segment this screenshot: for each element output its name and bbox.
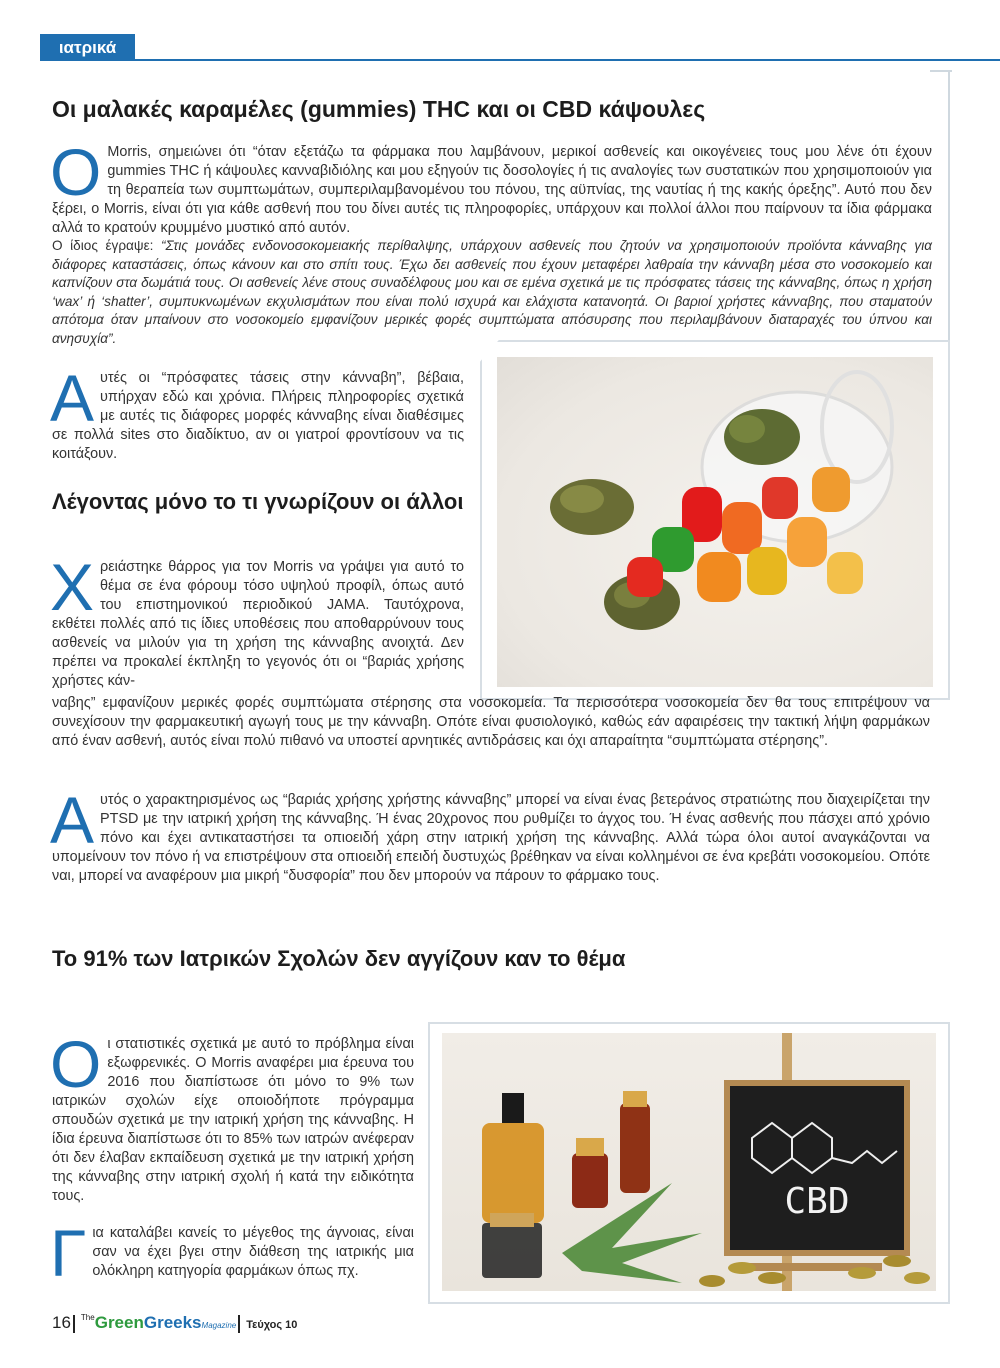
paragraph-text: ρειάστηκε θάρρος για τον Morris να γράψει για αυτό το θέμα σε ένα φόρουμ τόσο υψηλού προφίλ, όπως αυτό του επιστημονικού περιοδικού JAMA. Ταυτόχρονα, εκθέτει πολλές από τις ίδιες υποθέσεις που αποθαρρύνουν τους ασθενείς να μιλούν για τη χρήση της κάνναβης ανοιχτά. Δεν πρέπει να προκαλεί έκπληξη το γεγονός ότι οι “βαριάς χρήσης χρήστες κάν- bbox=[52, 559, 464, 689]
cbd-board-label: CBD bbox=[784, 1181, 850, 1222]
paragraph-text: ι στατιστικές σχετικά με αυτό το πρόβλημα είναι εξωφρενικές. Ο Morris αναφέρει μια έρευνα του 2016 που διαπίστωσε ότι μόνο το 9% των ιατρικών σχολών είχε οποιοδήποτε πρόγραμμα σπουδών σχετικά με την ιατρική χρήση της κάνναβης. Η ίδια έρευνα διαπίστωσε ότι το 85% των ιατρών ανέφεραν ότι δεν έλαβαν εκπαίδευση σχετικά με την ιατρική χρήση της κάνναβης στην ιατρική σχολή ή κατά την ειδικότητα τους. bbox=[52, 1036, 414, 1204]
paragraph-courage bbox=[50, 550, 464, 691]
paragraph-ignorance bbox=[50, 1216, 414, 1290]
gummies-photo bbox=[497, 357, 933, 687]
paragraph-heavy-user bbox=[50, 783, 930, 886]
dropcap: Χ bbox=[50, 550, 95, 624]
frame-line bbox=[930, 70, 952, 72]
heading-medical-schools: Το 91% των Ιατρικών Σχολών δεν αγγίζουν καν το θέμα bbox=[52, 946, 626, 971]
paragraph-text: υτές οι “πρόσφατες τάσεις στην κάνναβη”, βέβαια, υπήρχαν εδώ και χρόνια. Πλήρεις πληροφορίες σχετικά με αυτές τις διάφορες μορφές κάνναβης είναι διαθέσιμες σε πολλά sites στο διαδίκτυο, αν οι γιατροί φροντίσουν να τις κοιτάξουν. bbox=[52, 370, 464, 462]
header-rule bbox=[135, 59, 1000, 61]
brand-magazine: Magazine bbox=[201, 1321, 237, 1330]
paragraph-text: υτός ο χαρακτηρισμένος ως “βαριάς χρήσης χρήστης κάνναβης” μπορεί να είναι ένας βετεράνος στρατιώτης που διαχειρίζεται την PTSD με την ιατρική χρήση της κάνναβης. Ή ένας 20χρονος που ρυθμίζει το άγχος του. Ή ένας ασθενής που πάσχει από χρόνιο πόνο και έχει αντικαταστήσει τα οπιοειδή χάρη στην ιατρική χρήση της κάνναβης. Αλλά τώρα όλοι αυτοί αναγκάζονται να υπομείνουν τον πόνο ή να επιστρέψουν στα οπιοειδή επειδή δυστυχώς βρέθηκαν να είναι κολλημένοι σε ένα κρεβάτι νοσοκομείου. Οπότε ναι, μπορεί να αναφέρουν μια μικρή “δυσφορία” που δεν μπορούν να πάρουν το φάρμακο τους. bbox=[52, 792, 930, 884]
dropcap: Γ bbox=[50, 1216, 87, 1290]
dropcap: Α bbox=[50, 783, 95, 857]
section-tag: ιατρικά bbox=[40, 34, 135, 61]
dropcap: Ο bbox=[50, 135, 102, 209]
divider bbox=[238, 1315, 240, 1333]
cbd-illustration bbox=[442, 1033, 936, 1291]
paragraph-courage-continuation: ναβης” εμφανίζουν μερικές φορές συμπτώματα στέρησης στα νοσοκομεία. Τα περισσότερα νοσοκομεία δεν θα τους επιτρέψουν να συνεχίσουν την φαρμακευτική αγωγή τους με την κάνναβη. Οπότε είναι φυσιολογικό, καθώς εάν αφαιρέσεις την τακτική λήψη φαρμάκων από έναν ασθενή, αυτός είναι πολύ πιθανό να υποστεί αρνητικές αντιδράσεις και όχι απαραίτητα “συμπτώματα στέρησης”. bbox=[52, 695, 930, 749]
brand-greeks: Greeks bbox=[143, 1313, 202, 1332]
paragraph-quote bbox=[52, 237, 932, 349]
divider bbox=[73, 1315, 75, 1333]
brand-green: Green bbox=[94, 1313, 144, 1332]
quote-intro: Ο ίδιος έγραψε: bbox=[52, 238, 162, 253]
paragraph-text: Morris, σημειώνει ότι “όταν εξετάζω τα φάρμακα που λαμβάνουν, μερικοί ασθενείς και οικογένειες τους μου λένε ότι έχουν gummies THC ή κάψουλες κανναβιδιόλης και μου εξηγούν τις δοσολογίες ή τις αναλογίες των συστατικών που χρησιμοποιούν για τη θεραπεία των συμπτωμάτων, συμπεριλαμβανομένου του πόνου, της αϋπνίας, της ναυτίας ή της κακής όρεξης”. Αυτό που δεν ξέρει, ο Morris, είναι ότι για κάθε ασθενή που του δίνει αυτές τις πληροφορίες, υπάρχουν και πολλοί άλλοι που παίρνουν τα ίδια φάρμακα αλλά το κρατούν κρυμμένο μυστικό από αυτόν. bbox=[52, 144, 932, 236]
paragraph-text: ια καταλάβει κανείς το μέγεθος της άγνοιας, είναι σαν να έχει βγει στην διάθεση της ιατρικής μια ολόκληρη κατηγορία φαρμάκων όπως πχ. bbox=[92, 1225, 414, 1279]
paragraph-recent-trends bbox=[50, 361, 464, 464]
page-footer bbox=[52, 1313, 297, 1333]
brand-the: The bbox=[80, 1313, 95, 1322]
issue-number: Τεύχος 10 bbox=[246, 1319, 298, 1331]
paragraph-statistics bbox=[50, 1027, 414, 1206]
paragraph-morris-intro bbox=[50, 135, 932, 238]
heading-saying-only: Λέγοντας μόνο το τι γνωρίζουν οι άλλοι bbox=[52, 489, 464, 514]
dropcap: Α bbox=[50, 361, 95, 435]
page-number: 16 bbox=[52, 1313, 71, 1332]
cbd-oil-photo bbox=[442, 1033, 936, 1291]
gummies-illustration bbox=[497, 357, 933, 687]
dropcap: Ο bbox=[50, 1027, 102, 1101]
frame-line bbox=[948, 70, 950, 345]
heading-gummies-capsules: Οι μαλακές καραμέλες (gummies) THC και οι CBD κάψουλες bbox=[52, 96, 706, 122]
quote-text: “Στις μονάδες ενδονοσοκομειακής περίθαλψης, υπάρχουν ασθενείς που ζητούν να χρησιμοποιούν προϊόντα κάνναβης για διάφορες καταστάσεις, όπως κάνουν και στο σπίτι τους. Έχω δει ασθενείς που έχουν μεταφέρει λαθραία την κάνναβη μέσα στο νοσοκομείο και καπνίζουν στα δωμάτιά τους. Οι ασθενείς λένε στους συναδέλφους μου και σε εμένα σχετικά με τις πρόσφατες τάσεις της κάνναβης, όπως η χρήση ‘wax’ ή ‘shatter’, συμπυκνωμένων εκχυλισμάτων που είναι πολύ ισχυρά και ελάχιστα κατανοητά. Οι βαριοί χρήστες κάνναβης, που σταματούν απότομα όταν μπαίνουν στο νοσοκομείο εμφανίζουν μερικές φορές συμπτώματα απόσυρσης που περιλαμβάνουν διαταραχές του ύπνου και ανησυχία”. bbox=[52, 238, 932, 346]
